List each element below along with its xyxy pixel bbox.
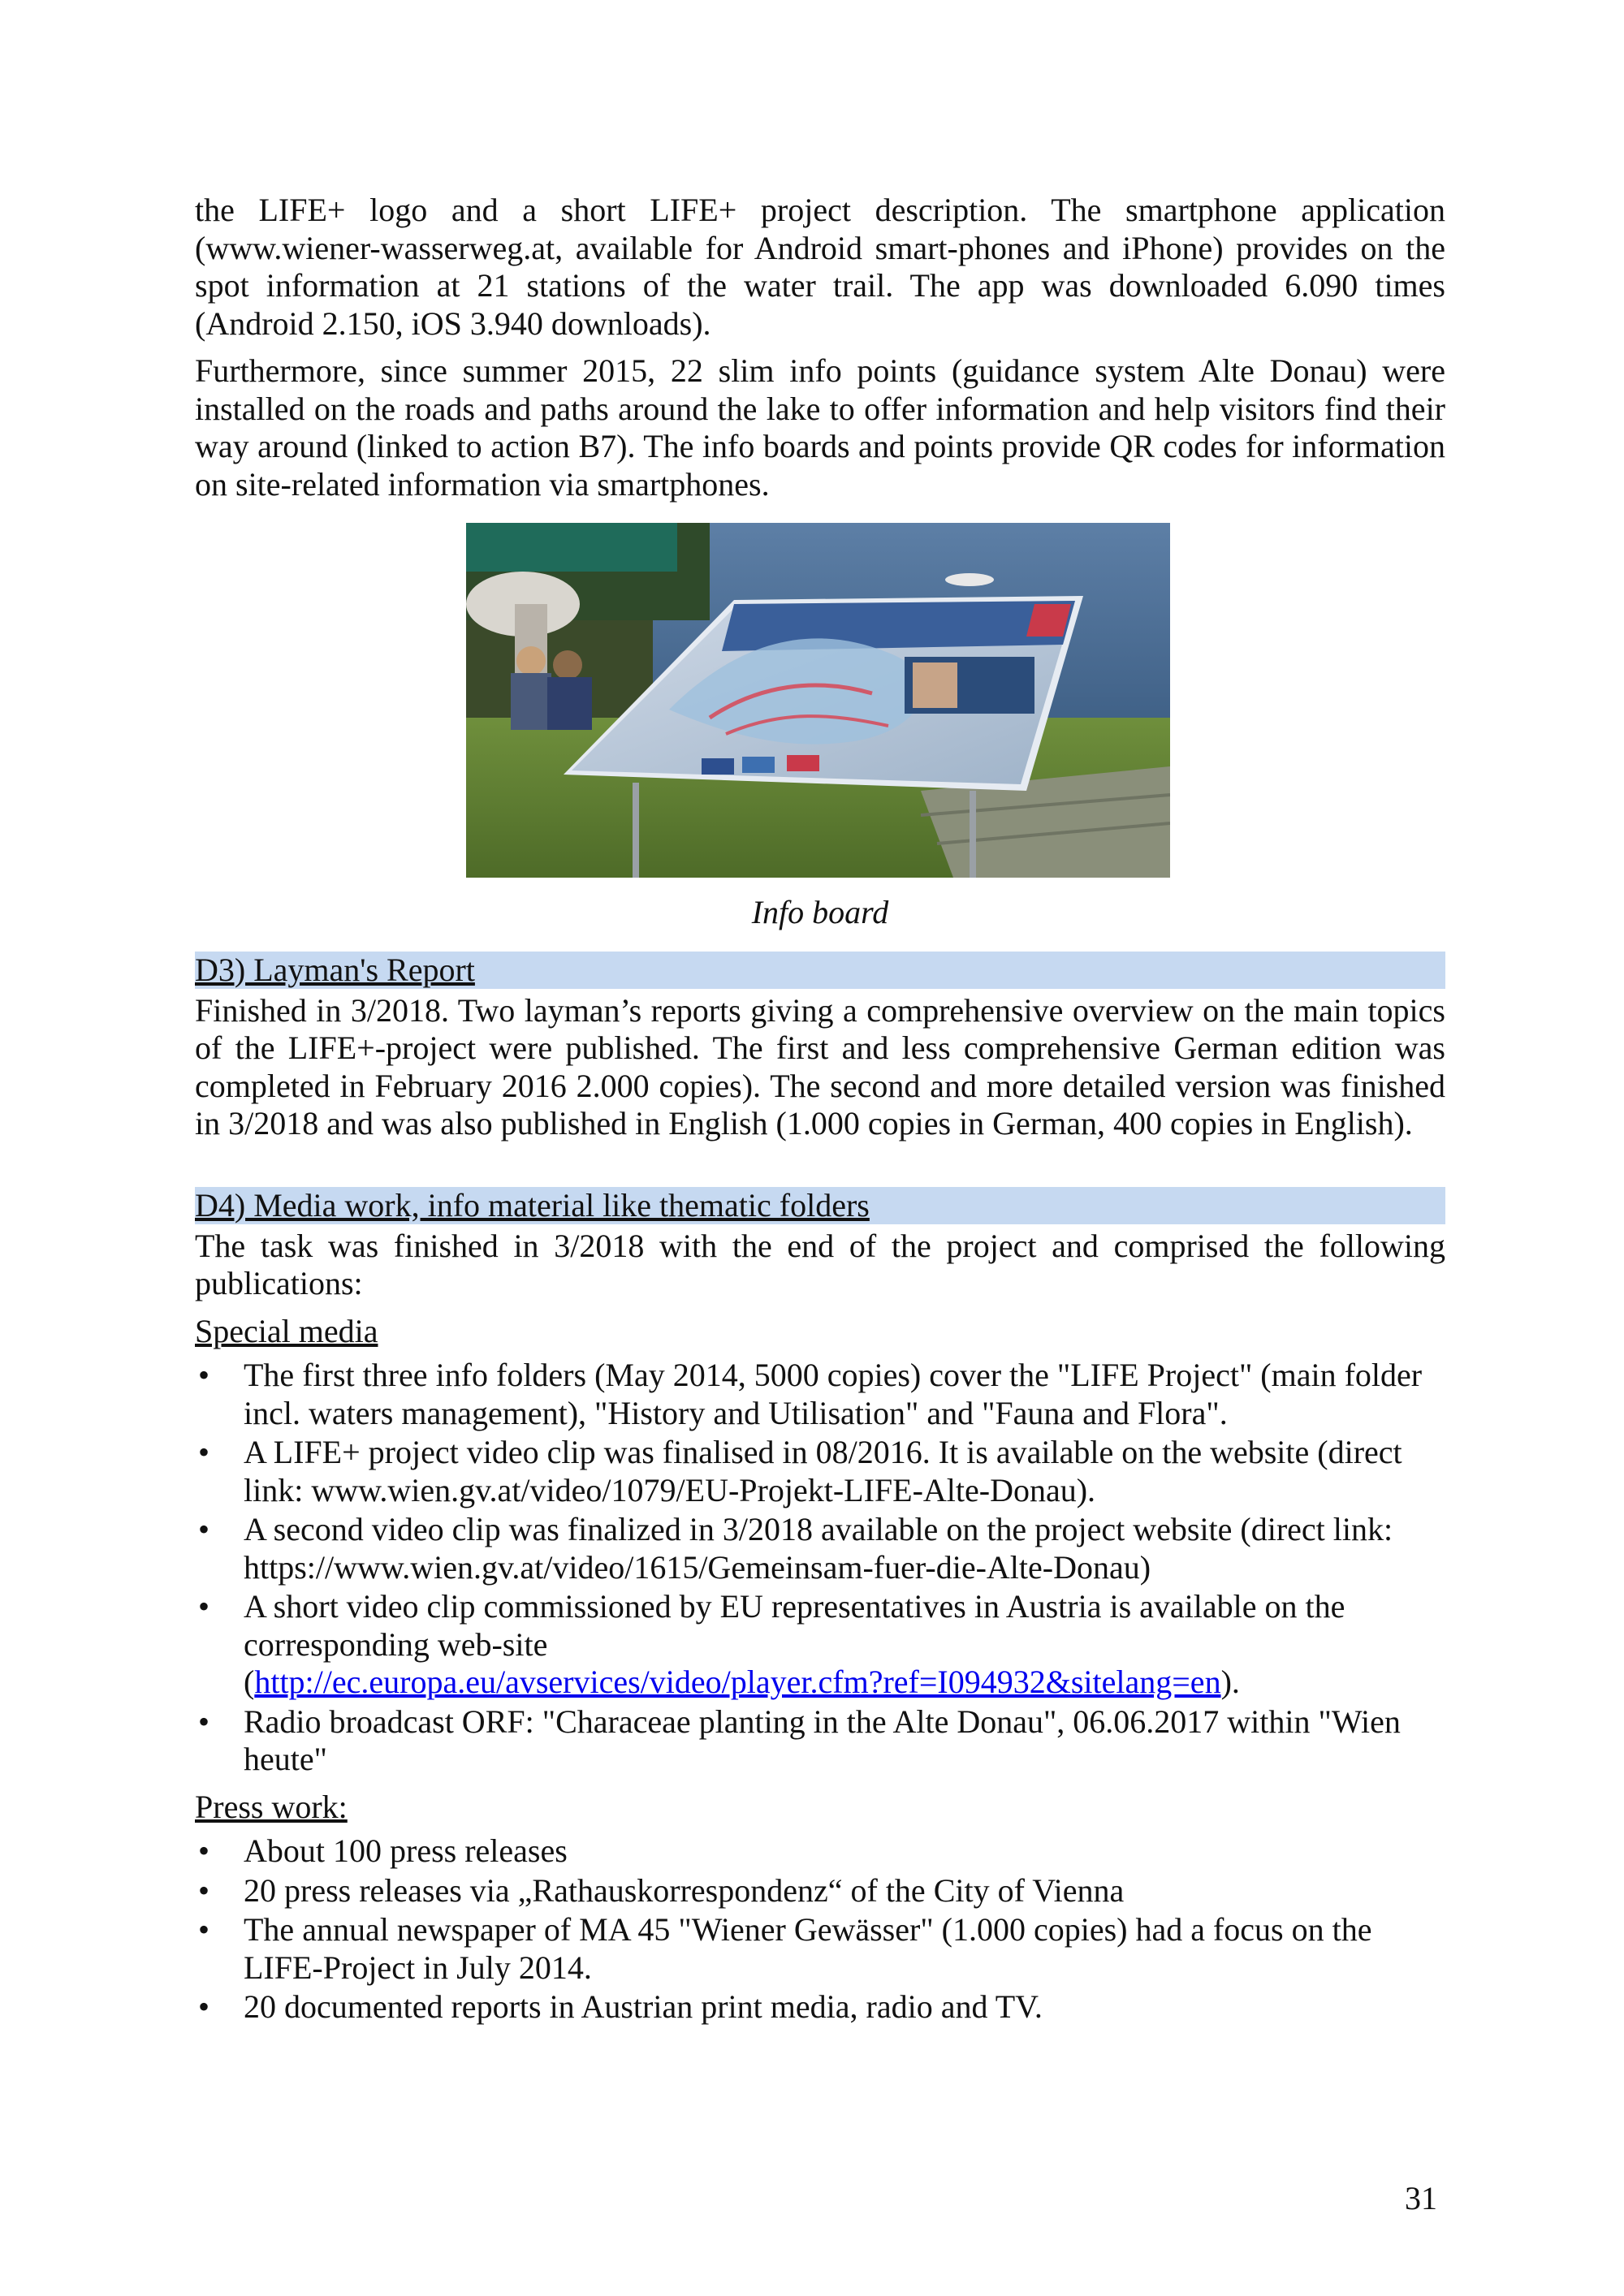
bullet-icon: • bbox=[198, 1871, 210, 1909]
list-item-text: 20 documented reports in Austrian print media, radio and TV. bbox=[244, 1988, 1043, 2025]
list-item bbox=[195, 1511, 1445, 1586]
list-item bbox=[195, 1434, 1445, 1509]
list-item-text: Radio broadcast ORF: "Characeae planting in the Alte Donau", 06.06.2017 within "Wien heute" bbox=[244, 1703, 1401, 1777]
list-item-text: A second video clip was finalized in 3/2018 available on the project website (direct link: https://www.wien.gv.at/video/1615/Gemeinsam-fuer-die-Alte-Donau) bbox=[244, 1511, 1393, 1586]
section-heading-d4 bbox=[195, 1187, 1445, 1224]
section-heading-d3-text: D3) Layman's Report bbox=[195, 951, 475, 988]
list-item bbox=[195, 1703, 1445, 1779]
page-content bbox=[195, 192, 1445, 2028]
bullet-icon: • bbox=[198, 1357, 210, 1393]
list-item-text: About 100 press releases bbox=[244, 1832, 568, 1869]
list-item-text: A LIFE+ project video clip was finalised in 08/2016. It is available on the website (direct link: www.wien.gv.at/video/1079/EU-Projekt-LIFE-Alte-Donau). bbox=[244, 1434, 1402, 1508]
bullet-icon: • bbox=[198, 1434, 210, 1470]
list-item bbox=[195, 1872, 1445, 1910]
list-item bbox=[195, 1357, 1445, 1432]
info-board-image bbox=[466, 523, 1170, 878]
eu-video-link[interactable]: http://ec.europa.eu/avservices/video/player.cfm?ref=I094932&sitelang=en bbox=[254, 1664, 1221, 1700]
paren-close: ). bbox=[1220, 1664, 1240, 1700]
bullet-icon: • bbox=[198, 1988, 210, 2025]
section-heading-d3 bbox=[195, 952, 1445, 989]
info-board-photo bbox=[466, 523, 1170, 878]
section-d3-text: Finished in 3/2018. Two layman’s reports giving a comprehensive overview on the main topics of the LIFE+-project were published. The first and less comprehensive German edition was completed in February 2016 2.000 copies). The second and more detailed version was finished in 3/2018 and was also published in English (1.000 copies in German, 400 copies in English). bbox=[195, 991, 1445, 1142]
page-number: 31 bbox=[1405, 2180, 1437, 2216]
bullet-icon: • bbox=[198, 1511, 210, 1547]
list-item-text: A short video clip commissioned by EU representatives in Austria is available on the corresponding web-site bbox=[244, 1588, 1345, 1663]
section-heading-d4-text: D4) Media work, info material like thematic folders bbox=[195, 1186, 870, 1224]
list-item bbox=[195, 1588, 1445, 1702]
bullet-icon: • bbox=[198, 1832, 210, 1869]
bullet-icon: • bbox=[198, 1703, 210, 1740]
list-item bbox=[195, 1911, 1445, 1987]
paren-open: ( bbox=[244, 1664, 255, 1700]
list-item-text: The annual newspaper of MA 45 "Wiener Gewässer" (1.000 copies) had a focus on the LIFE-Project in July 2014. bbox=[244, 1911, 1372, 1986]
press-work-label: Press work: bbox=[195, 1788, 348, 1825]
list-item bbox=[195, 1988, 1445, 2026]
paragraph-app-info: the LIFE+ logo and a short LIFE+ project description. The smartphone application (www.wiener-wasserweg.at, available for Android smart-phones and iPhone) provides on the spot information at 21 stations of the water trail. The app was downloaded 6.090 times (Android 2.150, iOS 3.940 downloads). bbox=[195, 192, 1445, 342]
paragraph-info-points: Furthermore, since summer 2015, 22 slim info points (guidance system Alte Donau) were installed on the roads and paths around the lake to offer information and help visitors find their way around (linked to action B7). The info boards and points provide QR codes for information on site-related information via smartphones. bbox=[195, 352, 1445, 503]
bullet-icon: • bbox=[198, 1911, 210, 1948]
press-work-list bbox=[195, 1832, 1445, 2026]
special-media-label: Special media bbox=[195, 1312, 378, 1349]
section-d4-text: The task was finished in 3/2018 with the end of the project and comprised the following publications: bbox=[195, 1227, 1445, 1301]
special-media-list bbox=[195, 1357, 1445, 1779]
bullet-icon: • bbox=[198, 1588, 210, 1625]
figure-caption: Info board bbox=[751, 894, 889, 930]
list-item-text: 20 press releases via „Rathauskorrespondenz“ of the City of Vienna bbox=[244, 1871, 1125, 1909]
list-item bbox=[195, 1832, 1445, 1871]
list-item-text: The first three info folders (May 2014, 5000 copies) cover the "LIFE Project" (main folder incl. waters management), "History and Utilisation" and "Fauna and Flora". bbox=[244, 1357, 1423, 1431]
